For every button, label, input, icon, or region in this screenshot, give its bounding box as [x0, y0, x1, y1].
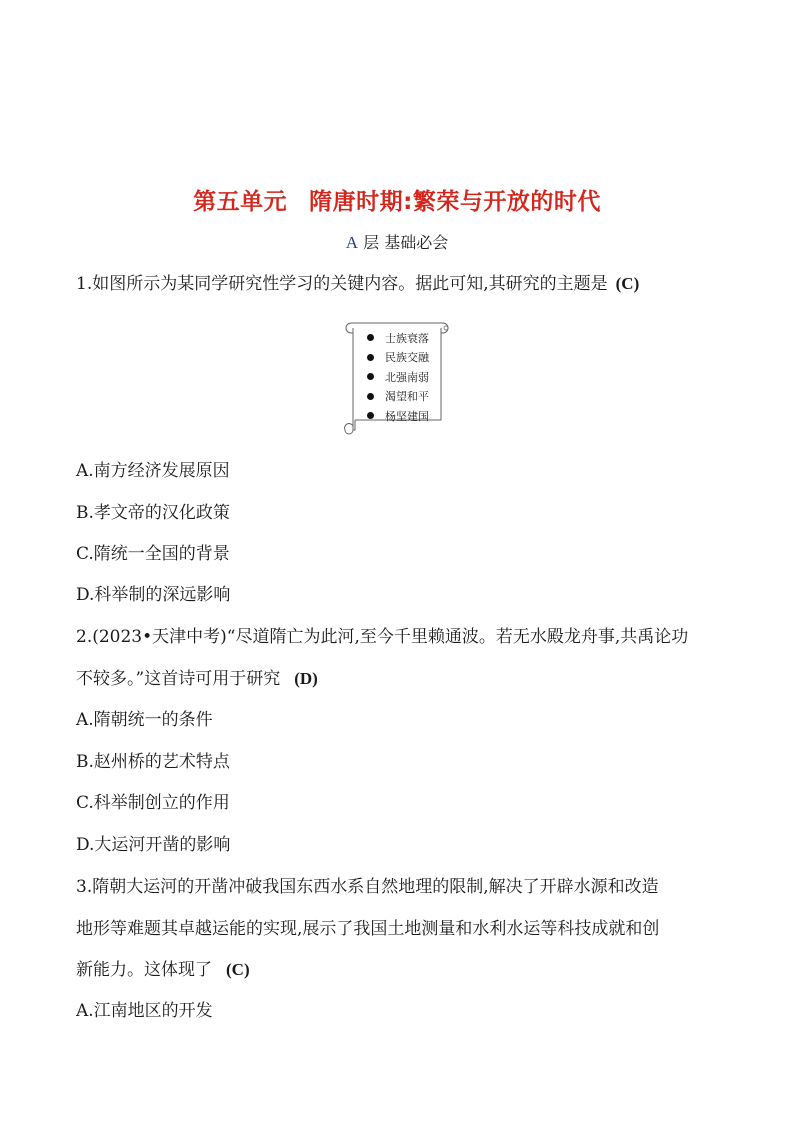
question-1-option-a: A.南方经济发展原因 [76, 461, 230, 481]
unit-label: 第五单元 [193, 189, 288, 215]
question-2-option-a: A.隋朝统一的条件 [76, 710, 213, 730]
question-1-option-c: C.隋统一全国的背景 [76, 544, 230, 564]
question-1-option-b: B.孝文帝的汉化政策 [76, 503, 230, 523]
question-2-option-b: B.赵州桥的艺术特点 [76, 752, 230, 772]
question-3-stem-line-2: 地形等难题其卓越运能的实现,展示了我国土地测量和水利水运等科技成就和创 [76, 919, 660, 939]
level-text: 层 基础必会 [363, 233, 449, 252]
question-1-stem: 1.如图所示为某同学研究性学习的关键内容。据此可知,其研究的主题是 (C) [76, 274, 640, 294]
question-3-answer: (C) [226, 960, 250, 979]
scroll-item: 民族交融 [367, 348, 429, 368]
question-2-stem-line-1: 2.(2023•天津中考)“尽道隋亡为此河,至今千里赖通波。若无水殿龙舟事,共禹论功 [76, 627, 689, 647]
bullet-icon [367, 334, 374, 341]
question-3-stem-line-1: 3.隋朝大运河的开凿冲破我国东西水系自然地理的限制,解决了开辟水源和改造 [76, 877, 659, 897]
question-3-stem-line-3: 新能力。这体现了 (C) [76, 960, 250, 980]
scroll-item: 北强南弱 [367, 367, 429, 387]
scroll-list [367, 328, 429, 426]
question-3-option-a: A.江南地区的开发 [76, 1001, 213, 1021]
question-1-option-d: D.科举制的深远影响 [76, 585, 231, 605]
unit-subject: 隋唐时期:繁荣与开放的时代 [309, 189, 601, 215]
scroll-figure [343, 316, 451, 436]
bullet-icon [367, 354, 374, 361]
scroll-item: 杨坚建国 [367, 406, 429, 426]
question-2-option-d: D.大运河开凿的影响 [76, 835, 231, 855]
level-heading [0, 230, 794, 253]
question-2-answer: (D) [294, 669, 318, 688]
question-2-option-c: C.科举制创立的作用 [76, 793, 230, 813]
question-2-stem-line-2: 不较多。”这首诗可用于研究 (D) [76, 669, 318, 689]
question-1-answer: (C) [615, 274, 640, 293]
bullet-icon [367, 393, 374, 400]
level-letter: A [345, 233, 359, 252]
scroll-item: 士族衰落 [367, 328, 429, 348]
bullet-icon [367, 373, 374, 380]
page-title [0, 183, 794, 216]
bullet-icon [367, 412, 374, 419]
scroll-item: 渴望和平 [367, 387, 429, 407]
